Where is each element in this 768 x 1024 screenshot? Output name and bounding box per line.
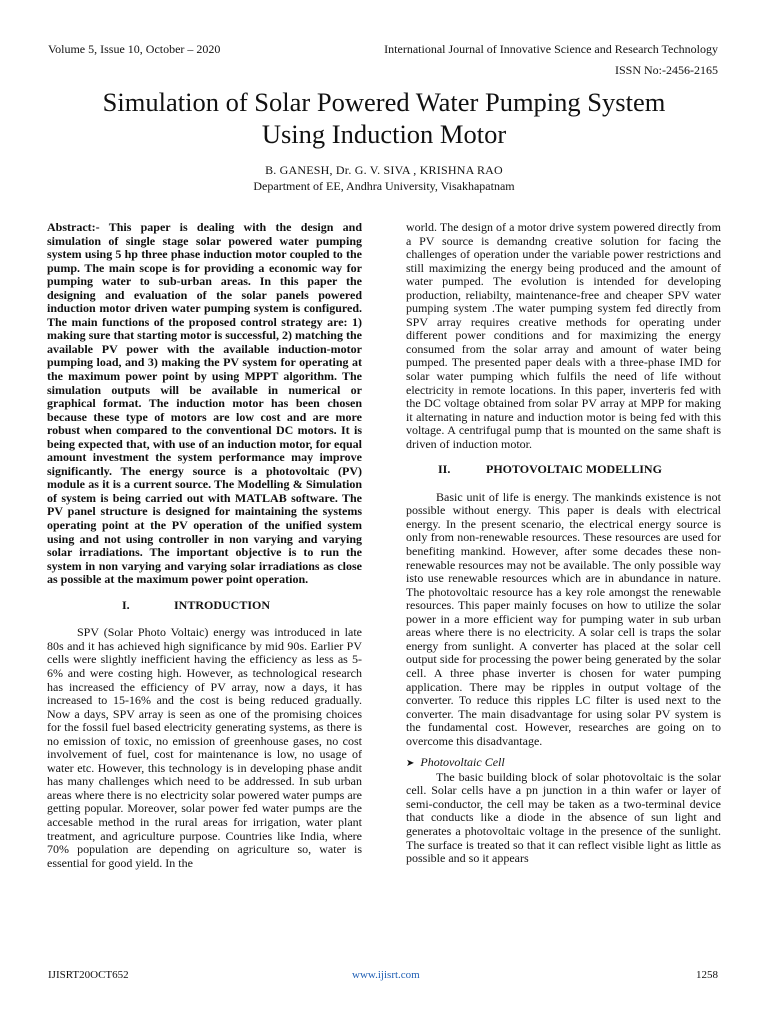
introduction-paragraph: SPV (Solar Photo Voltaic) energy was introduced in late 80s and it has achieved high significance by mid 90s. Earlier PV cells were slightly inefficient having the efficiency as less as 5-6% and were costing high. However, as technological research has increased the efficiency of PV array, now a days, it has increased to 15-16% and the cost is being reduced gradually. Now a days, SPV array is seen as one of the promising choices for the fossil fuel based electricity generating systems, as there is no emission of toxic, no emission of greenhouse gases, no cost involvement of fuel, cost for maintenance is low, no usage of water etc. However, this technology is in developing phase andit has many challenges which need to be addressed. In sub urban areas where there is no electricity solar powered water pumps are getting popular. Moreover, solar power fed water pumps are the accesable method in the rural areas for irrigation, water plant treatment, and agriculture purpose. Countries like India, where 70% population are depending on agriculture so, water is essential for good yield. In the [47,625,362,870]
section-number: I. [122,597,130,612]
pv-cell-paragraph: The basic building block of solar photovoltaic is the solar cell. Solar cells have a pn junction in a thin wafer or layer of semi-conductor, the cell may be taken as a two-terminal device that conducts like a diode in the absence of sun light and generates a photovoltaic voltage in the presence of the sunlight. The surface is treated so that it can reflect visible light as little as possible and so it appears [406,769,721,866]
title-line-1: Simulation of Solar Powered Water Pumping System [102,87,666,117]
pv-modelling-paragraph: Basic unit of life is energy. The mankinds existence is not possible without energy. This paper is deals with electrical energy. In the present scenario, the electrical energy source is only from non-renewable resources. These resources are used for benefiting mankind. However, after some decades these non-renewable resources may not be available. The only possible way isto use renewable resources which are in abundance in nature. The photovoltaic resource has a key role amongst the renewable resources. This paper mainly focuses on how to utilize the solar power in a more efficient way for pumping water in sub urban areas where there is no electricity. A solar cell is traps the solar energy from sunlight. A converter has placed at the solar cell output side for processing the power being generated by the solar cell. A three phase inverter is chosen for water pumping application. There may be ripples in output voltage of the converter. To reduce this ripples LC filter is used next to the converter. The main disadvantage for using solar PV system is the fundamental cost. However, researches are going on to overcome this disadvantage. [406,489,721,748]
journal-name-header: International Journal of Innovative Science and Research Technology [384,42,718,56]
paper-id-footer: IJISRT20OCT652 [48,969,129,981]
left-column [47,221,362,870]
subsection-heading-pv-cell [406,756,721,771]
right-column [406,221,721,866]
section-title: PHOTOVOLTAIC MODELLING [486,462,662,477]
paper-title [30,86,738,150]
issn-label: ISSN No:-2456-2165 [614,63,718,77]
journal-website-link[interactable]: www.ijisrt.com [352,969,420,981]
subsection-title: Photovoltaic Cell [420,755,505,770]
section-heading-introduction [47,599,362,613]
affiliation: Department of EE, Andhra University, Visakhapatnam [253,179,515,193]
arrow-bullet-icon: ➤ [406,758,415,770]
section-heading-pv-modelling [406,463,721,477]
introduction-continued-paragraph: world. The design of a motor drive system powered directly from a PV source is demandng creative solution for facing the challenges of operation under the variable power restrictions and still maximizing the energy being produced and the amount of water pumped. The evolution is intended for developing production, reliabilty, maintenance-free and cheaper SPV water pumping system .The water pumping system fed directly from SPV array requires creative methods for operating under different power conditions and for maximizing the energy consumed from the solar array and amount of water being pumped. The presented paper deals with a three-phase IMD for solar water pumping which fulfils the need of life without electricity in remote locations. In this paper, inverteris fed with the DC voltage obtained from solar PV array at MPP for making it alternating in nature and induction motor is being fed with this voltage. A centrifugal pump that is mounted on the same shaft is driven of induction motor. [406,220,721,451]
abstract: Abstract:- This paper is dealing with the design and simulation of single stage solar powered water pumping system using 5 hp three phase induction motor coupled to the pump. The main scope is for providing a economic way for pumping water to sub-urban areas. In this paper the designing and evaluation of the solar panels powered induction motor driven water pumping system is configured. The main functions of the proposed control strategy are: 1) making sure that starting motor is successful, 2) matching the available PV power with the available induction-motor pumping load, and 3) making the PV system for operating at the maximum power point by using MPPT algorithm. The simulation outputs will be available in numerical or graphical format. The induction motor has been chosen because these type of motors are low cost and are more robust when compared to the conventional DC motors. It is being expected that, with use of an induction motor, for equal amount investment the system performance may improve significantly. The energy source is a photovoltaic (PV) module as it is a current source. The Modelling & Simulation of system is being carried out with MATLAB software. The PV panel structure is designed for maintaining the systems operating point at the PV operation of the unified system using and not using controller in non varying and varying solar irradiations. The important objective is to run the system in non varying and varying solar irradiations as close as possible at the maximum power point operation. [47,220,362,587]
section-number: II. [438,462,451,477]
page-number: 1258 [696,969,718,981]
title-line-2: Using Induction Motor [261,119,507,149]
journal-volume-header: Volume 5, Issue 10, October – 2020 [48,42,221,56]
authors: B. GANESH, Dr. G. V. SIVA , KRISHNA RAO [265,163,503,177]
section-title: INTRODUCTION [174,597,271,612]
